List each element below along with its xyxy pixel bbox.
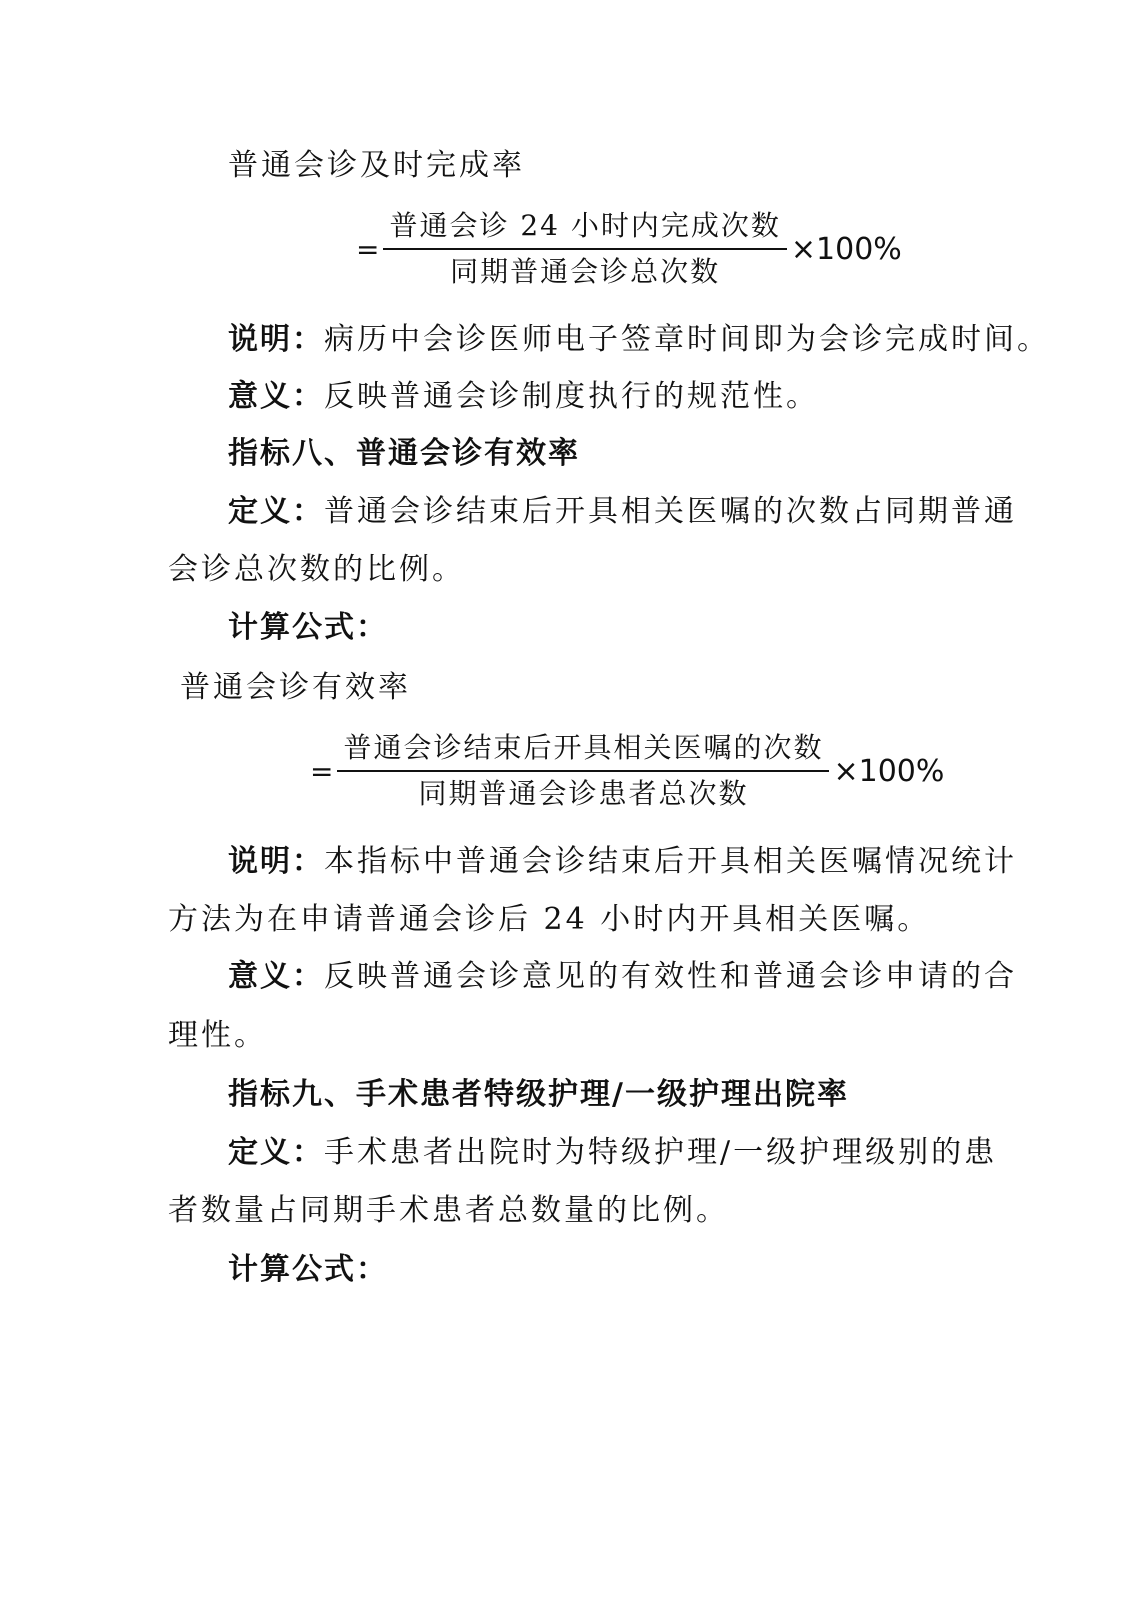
numerator: 普通会诊结束后开具相关医嘱的次数 — [343, 731, 824, 764]
numerator: 普通会诊 24 小时内完成次数 — [389, 209, 781, 242]
formula-fraction — [310, 730, 944, 812]
denominator: 同期普通会诊患者总次数 — [418, 777, 749, 810]
definition-paragraph — [228, 492, 1017, 532]
formula-label: 普通会诊有效率 — [180, 670, 411, 705]
note-label: 说明： — [228, 844, 324, 879]
equals-sign: = — [356, 232, 380, 266]
denominator: 同期普通会诊总次数 — [450, 255, 721, 288]
meaning-text: 反映普通会诊制度执行的规范性。 — [324, 379, 819, 414]
multiplier: ×100% — [833, 753, 945, 789]
meaning-continuation: 理性。 — [168, 1018, 267, 1053]
fraction-bar — [383, 248, 786, 250]
note-continuation: 方法为在申请普通会诊后 24 小时内开具相关医嘱。 — [168, 902, 931, 937]
note-text: 本指标中普通会诊结束后开具相关医嘱情况统计 — [324, 844, 1017, 879]
fraction-bar — [337, 770, 829, 772]
definition-text: 手术患者出院时为特级护理/一级护理级别的患 — [324, 1135, 998, 1170]
definition-label: 定义： — [228, 494, 324, 529]
note-paragraph — [228, 320, 1050, 360]
meaning-paragraph — [228, 377, 819, 417]
section-heading: 指标九、手术患者特级护理/一级护理出院率 — [228, 1077, 849, 1112]
note-label: 说明： — [228, 322, 324, 357]
equals-sign: = — [310, 754, 334, 788]
fraction — [337, 730, 829, 812]
definition-text: 普通会诊结束后开具相关医嘱的次数占同期普通 — [324, 494, 1017, 529]
formula-heading: 计算公式： — [228, 610, 388, 645]
definition-continuation: 者数量占同期手术患者总数量的比例。 — [168, 1193, 729, 1228]
meaning-label: 意义： — [228, 379, 324, 414]
definition-label: 定义： — [228, 1135, 324, 1170]
note-paragraph — [228, 842, 1017, 882]
section-heading: 指标八、普通会诊有效率 — [228, 436, 580, 471]
note-text: 病历中会诊医师电子签章时间即为会诊完成时间。 — [324, 322, 1050, 357]
fraction — [383, 208, 786, 290]
formula-label: 普通会诊及时完成率 — [228, 148, 525, 183]
meaning-label: 意义： — [228, 959, 324, 994]
meaning-text: 反映普通会诊意见的有效性和普通会诊申请的合 — [324, 959, 1017, 994]
formula-fraction — [356, 208, 902, 290]
formula-heading: 计算公式： — [228, 1252, 388, 1287]
multiplier: ×100% — [790, 231, 902, 267]
definition-paragraph — [228, 1133, 997, 1173]
meaning-paragraph — [228, 957, 1017, 997]
definition-continuation: 会诊总次数的比例。 — [168, 552, 465, 587]
